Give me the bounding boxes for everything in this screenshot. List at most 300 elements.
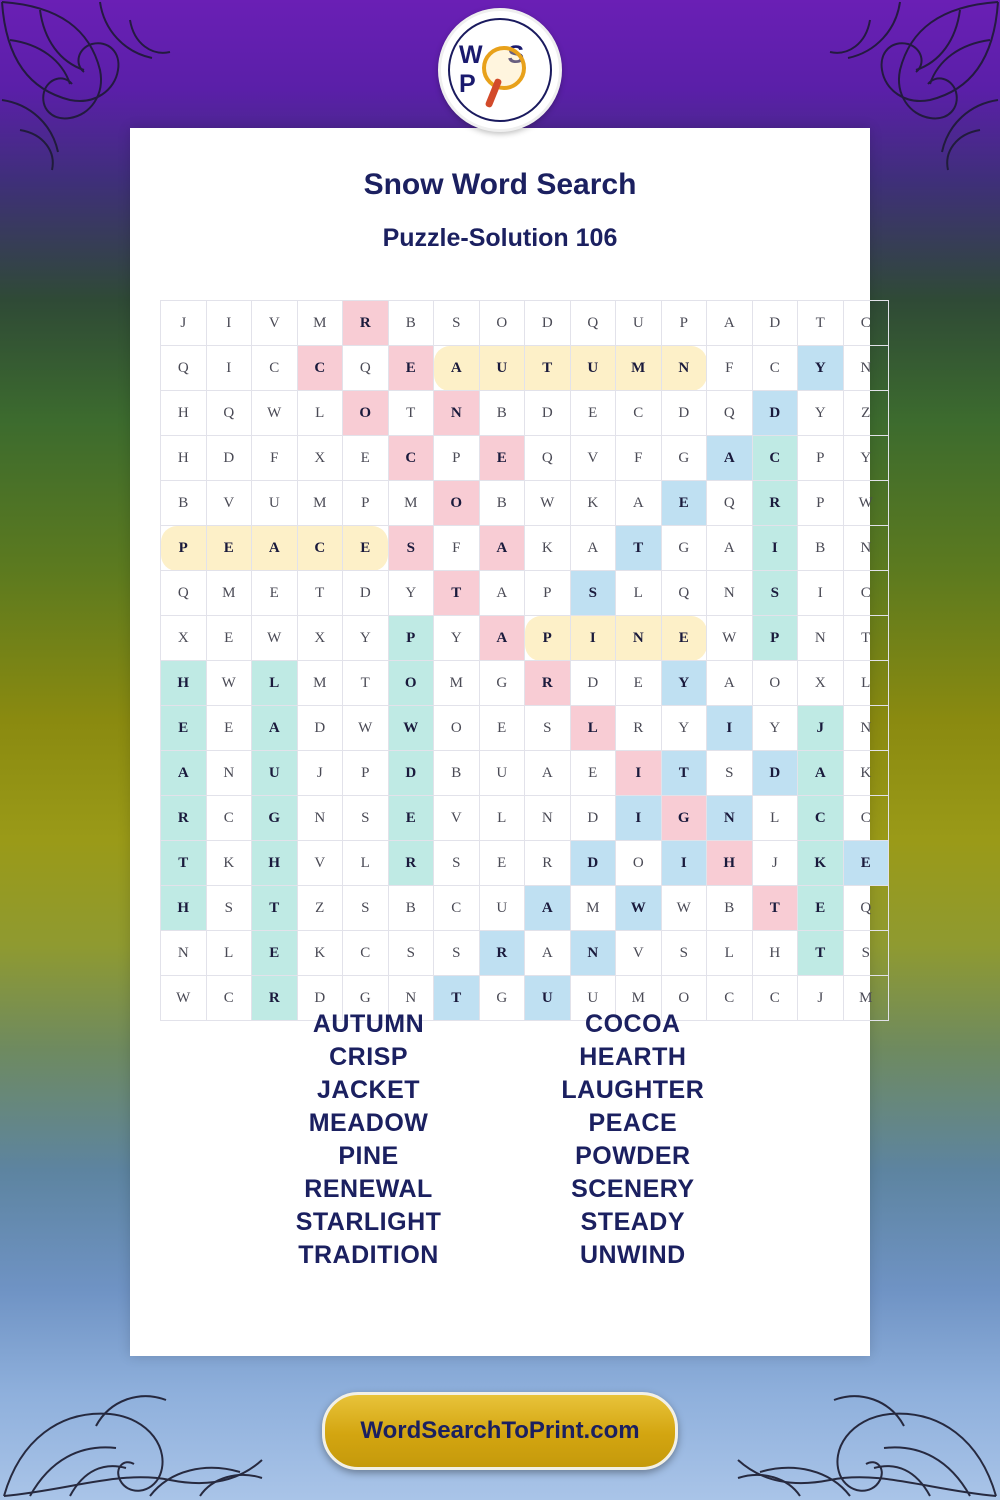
grid-cell: D bbox=[752, 391, 798, 436]
grid-cell: E bbox=[343, 526, 389, 571]
grid-cell: E bbox=[798, 886, 844, 931]
grid-cell: N bbox=[161, 931, 207, 976]
grid-cell: A bbox=[707, 526, 753, 571]
grid-cell: Q bbox=[525, 436, 571, 481]
grid-cell: Q bbox=[843, 886, 889, 931]
grid-cell: N bbox=[616, 616, 662, 661]
grid-cell: S bbox=[752, 571, 798, 616]
grid-cell: H bbox=[161, 391, 207, 436]
grid-cell: A bbox=[525, 931, 571, 976]
grid-cell: W bbox=[206, 661, 252, 706]
grid-cell: W bbox=[525, 481, 571, 526]
grid-cell: A bbox=[570, 526, 616, 571]
grid-cell: A bbox=[434, 346, 480, 391]
grid-cell: C bbox=[752, 976, 798, 1021]
grid-cell: W bbox=[161, 976, 207, 1021]
grid-cell: W bbox=[616, 886, 662, 931]
grid-cell: P bbox=[525, 571, 571, 616]
grid-cell: Y bbox=[661, 706, 707, 751]
grid-cell: S bbox=[843, 931, 889, 976]
grid-cell: A bbox=[707, 301, 753, 346]
grid-cell: G bbox=[661, 796, 707, 841]
grid-cell: R bbox=[252, 976, 298, 1021]
grid-cell: W bbox=[388, 706, 434, 751]
grid-cell: R bbox=[161, 796, 207, 841]
grid-cell: M bbox=[616, 976, 662, 1021]
grid-cell: R bbox=[525, 841, 571, 886]
grid-cell: Q bbox=[707, 391, 753, 436]
word-search-grid bbox=[160, 300, 873, 1021]
site-logo bbox=[438, 8, 562, 132]
grid-cell: S bbox=[206, 886, 252, 931]
grid-cell: L bbox=[206, 931, 252, 976]
grid-row bbox=[161, 751, 889, 796]
grid-cell: M bbox=[297, 301, 343, 346]
grid-cell: D bbox=[297, 976, 343, 1021]
grid-cell: A bbox=[479, 571, 525, 616]
grid-cell: H bbox=[161, 436, 207, 481]
grid-row bbox=[161, 436, 889, 481]
grid-cell: L bbox=[297, 391, 343, 436]
grid-cell: N bbox=[661, 346, 707, 391]
logo-letters: W S P bbox=[459, 41, 534, 98]
grid-cell: E bbox=[570, 391, 616, 436]
grid-cell: I bbox=[798, 571, 844, 616]
grid-cell: T bbox=[252, 886, 298, 931]
grid-cell: A bbox=[707, 661, 753, 706]
grid-cell: K bbox=[570, 481, 616, 526]
word-lists bbox=[130, 1008, 870, 1272]
grid-row bbox=[161, 526, 889, 571]
grid-cell: C bbox=[297, 346, 343, 391]
grid-cell: C bbox=[388, 436, 434, 481]
grid-cell: Q bbox=[343, 346, 389, 391]
grid-cell: D bbox=[206, 436, 252, 481]
grid-cell: N bbox=[570, 931, 616, 976]
website-button[interactable] bbox=[322, 1392, 678, 1470]
grid-cell: G bbox=[343, 976, 389, 1021]
grid-cell: L bbox=[479, 796, 525, 841]
grid-cell: V bbox=[206, 481, 252, 526]
grid-row bbox=[161, 796, 889, 841]
grid-cell: P bbox=[798, 481, 844, 526]
grid-cell: E bbox=[161, 706, 207, 751]
grid-cell: R bbox=[479, 931, 525, 976]
grid-cell: F bbox=[434, 526, 480, 571]
grid-cell: E bbox=[570, 751, 616, 796]
grid-cell: S bbox=[707, 751, 753, 796]
page-subtitle: Puzzle-Solution 106 bbox=[382, 224, 618, 252]
word-list-item: SCENERY bbox=[571, 1175, 695, 1203]
grid-cell: Y bbox=[434, 616, 480, 661]
grid-cell: L bbox=[570, 706, 616, 751]
grid-cell: B bbox=[707, 886, 753, 931]
grid-cell: B bbox=[434, 751, 480, 796]
grid-cell: S bbox=[525, 706, 571, 751]
grid-cell: U bbox=[570, 976, 616, 1021]
grid-cell: N bbox=[843, 526, 889, 571]
grid-cell: U bbox=[616, 301, 662, 346]
grid-row bbox=[161, 706, 889, 751]
grid-cell: M bbox=[388, 481, 434, 526]
grid-cell: C bbox=[297, 526, 343, 571]
grid-cell: S bbox=[570, 571, 616, 616]
grid-cell: A bbox=[616, 481, 662, 526]
grid-row bbox=[161, 391, 889, 436]
grid-cell: Q bbox=[161, 571, 207, 616]
grid-cell: S bbox=[343, 886, 389, 931]
grid-cell: Z bbox=[297, 886, 343, 931]
grid-cell: D bbox=[661, 391, 707, 436]
grid-cell: C bbox=[798, 796, 844, 841]
grid-cell: B bbox=[479, 391, 525, 436]
grid-cell: D bbox=[388, 751, 434, 796]
grid-cell: L bbox=[707, 931, 753, 976]
grid-cell: U bbox=[479, 886, 525, 931]
grid-cell: T bbox=[297, 571, 343, 616]
grid-cell: Q bbox=[661, 571, 707, 616]
grid-cell: M bbox=[206, 571, 252, 616]
grid-cell: W bbox=[661, 886, 707, 931]
grid-cell: C bbox=[252, 346, 298, 391]
word-list-item: STARLIGHT bbox=[295, 1208, 442, 1236]
grid-cell: A bbox=[479, 616, 525, 661]
grid-cell: N bbox=[388, 976, 434, 1021]
grid-cell: U bbox=[479, 751, 525, 796]
grid-cell: A bbox=[479, 526, 525, 571]
grid-cell: U bbox=[479, 346, 525, 391]
grid-cell: W bbox=[707, 616, 753, 661]
grid-cell: H bbox=[161, 886, 207, 931]
grid-table bbox=[160, 300, 889, 1021]
grid-cell: D bbox=[752, 751, 798, 796]
grid-cell: R bbox=[616, 706, 662, 751]
grid-cell: O bbox=[343, 391, 389, 436]
grid-row bbox=[161, 481, 889, 526]
grid-cell: E bbox=[252, 571, 298, 616]
grid-cell: K bbox=[843, 751, 889, 796]
grid-row bbox=[161, 931, 889, 976]
grid-cell: A bbox=[798, 751, 844, 796]
grid-cell: L bbox=[343, 841, 389, 886]
grid-cell: E bbox=[206, 616, 252, 661]
grid-cell: C bbox=[843, 571, 889, 616]
grid-cell: H bbox=[252, 841, 298, 886]
grid-cell: K bbox=[206, 841, 252, 886]
grid-cell: R bbox=[343, 301, 389, 346]
grid-cell: T bbox=[388, 391, 434, 436]
grid-cell: Q bbox=[707, 481, 753, 526]
word-list-item: COCOA bbox=[585, 1010, 681, 1038]
grid-cell: Z bbox=[843, 391, 889, 436]
grid-cell: L bbox=[843, 661, 889, 706]
grid-cell: V bbox=[616, 931, 662, 976]
grid-cell: N bbox=[297, 796, 343, 841]
grid-cell: P bbox=[525, 616, 571, 661]
grid-cell: P bbox=[752, 616, 798, 661]
grid-cell: W bbox=[252, 616, 298, 661]
grid-cell: M bbox=[297, 661, 343, 706]
grid-cell: O bbox=[388, 661, 434, 706]
word-list-item: CRISP bbox=[329, 1043, 408, 1071]
grid-cell: M bbox=[434, 661, 480, 706]
grid-cell: C bbox=[616, 391, 662, 436]
word-list-item: MEADOW bbox=[308, 1109, 429, 1137]
grid-cell: I bbox=[616, 751, 662, 796]
grid-cell: M bbox=[843, 976, 889, 1021]
grid-cell: J bbox=[161, 301, 207, 346]
grid-cell: H bbox=[752, 931, 798, 976]
grid-row bbox=[161, 571, 889, 616]
grid-cell: V bbox=[434, 796, 480, 841]
grid-cell: N bbox=[707, 571, 753, 616]
grid-cell: G bbox=[661, 436, 707, 481]
grid-cell: C bbox=[752, 346, 798, 391]
grid-cell: E bbox=[388, 796, 434, 841]
grid-cell: K bbox=[525, 526, 571, 571]
grid-cell: T bbox=[343, 661, 389, 706]
grid-row bbox=[161, 346, 889, 391]
grid-cell: C bbox=[206, 976, 252, 1021]
grid-cell: U bbox=[252, 751, 298, 796]
grid-cell: N bbox=[525, 796, 571, 841]
website-label: WordSearchToPrint.com bbox=[360, 1417, 640, 1444]
page-title: Snow Word Search bbox=[363, 168, 637, 201]
grid-cell: N bbox=[434, 391, 480, 436]
word-list-column-1 bbox=[296, 1008, 442, 1272]
grid-cell: C bbox=[434, 886, 480, 931]
grid-cell: F bbox=[707, 346, 753, 391]
grid-cell: C bbox=[843, 796, 889, 841]
grid-cell: E bbox=[206, 526, 252, 571]
grid-cell: E bbox=[343, 436, 389, 481]
grid-cell: R bbox=[525, 661, 571, 706]
grid-cell: L bbox=[252, 661, 298, 706]
grid-cell: O bbox=[661, 976, 707, 1021]
grid-cell: B bbox=[479, 481, 525, 526]
grid-cell: X bbox=[297, 436, 343, 481]
word-list-item: PEACE bbox=[588, 1109, 678, 1137]
grid-cell: Y bbox=[661, 661, 707, 706]
grid-cell: P bbox=[434, 436, 480, 481]
word-list-item: HEARTH bbox=[579, 1043, 687, 1071]
grid-cell: N bbox=[707, 796, 753, 841]
grid-cell: V bbox=[297, 841, 343, 886]
grid-cell: I bbox=[570, 616, 616, 661]
grid-cell: S bbox=[343, 796, 389, 841]
grid-cell: B bbox=[161, 481, 207, 526]
grid-row bbox=[161, 616, 889, 661]
grid-cell: U bbox=[570, 346, 616, 391]
grid-cell: D bbox=[525, 301, 571, 346]
grid-row bbox=[161, 301, 889, 346]
grid-cell: T bbox=[661, 751, 707, 796]
grid-cell: P bbox=[798, 436, 844, 481]
grid-cell: R bbox=[388, 841, 434, 886]
word-list-item: RENEWAL bbox=[304, 1175, 433, 1203]
grid-cell: T bbox=[616, 526, 662, 571]
grid-cell: S bbox=[661, 931, 707, 976]
grid-row bbox=[161, 841, 889, 886]
word-list-item: TRADITION bbox=[298, 1241, 439, 1269]
grid-cell: Y bbox=[798, 346, 844, 391]
grid-cell: G bbox=[252, 796, 298, 841]
grid-cell: T bbox=[161, 841, 207, 886]
word-list-item: AUTUMN bbox=[312, 1010, 425, 1038]
word-list-item: STEADY bbox=[580, 1208, 686, 1236]
grid-cell: O bbox=[752, 661, 798, 706]
grid-cell: P bbox=[343, 481, 389, 526]
grid-cell: T bbox=[752, 886, 798, 931]
grid-cell: P bbox=[343, 751, 389, 796]
grid-cell: I bbox=[707, 706, 753, 751]
word-list-item: POWDER bbox=[575, 1142, 691, 1170]
grid-cell: E bbox=[479, 841, 525, 886]
grid-cell: P bbox=[388, 616, 434, 661]
grid-cell: H bbox=[707, 841, 753, 886]
grid-cell: C bbox=[343, 931, 389, 976]
word-list-item: JACKET bbox=[317, 1076, 421, 1104]
grid-cell: S bbox=[434, 841, 480, 886]
grid-cell: X bbox=[798, 661, 844, 706]
grid-cell: C bbox=[206, 796, 252, 841]
grid-cell: O bbox=[434, 706, 480, 751]
grid-cell: P bbox=[661, 301, 707, 346]
grid-cell: U bbox=[252, 481, 298, 526]
grid-cell: E bbox=[843, 841, 889, 886]
grid-cell: S bbox=[388, 931, 434, 976]
grid-cell: W bbox=[843, 481, 889, 526]
grid-cell: S bbox=[434, 301, 480, 346]
grid-cell: N bbox=[798, 616, 844, 661]
grid-cell: Y bbox=[798, 391, 844, 436]
grid-cell: J bbox=[798, 976, 844, 1021]
grid-cell: E bbox=[252, 931, 298, 976]
grid-cell: E bbox=[479, 706, 525, 751]
grid-cell: T bbox=[843, 616, 889, 661]
grid-cell: T bbox=[525, 346, 571, 391]
grid-cell: K bbox=[297, 931, 343, 976]
grid-cell: F bbox=[252, 436, 298, 481]
grid-cell: W bbox=[252, 391, 298, 436]
grid-cell: I bbox=[661, 841, 707, 886]
grid-cell: D bbox=[570, 796, 616, 841]
grid-cell: I bbox=[206, 301, 252, 346]
grid-cell: C bbox=[707, 976, 753, 1021]
grid-cell: E bbox=[661, 481, 707, 526]
magnifier-icon bbox=[482, 46, 526, 90]
grid-cell: X bbox=[161, 616, 207, 661]
grid-cell: J bbox=[798, 706, 844, 751]
grid-cell: E bbox=[206, 706, 252, 751]
grid-cell: H bbox=[161, 661, 207, 706]
grid-cell: A bbox=[252, 706, 298, 751]
grid-cell: Y bbox=[843, 436, 889, 481]
grid-cell: D bbox=[525, 391, 571, 436]
grid-cell: N bbox=[843, 706, 889, 751]
grid-cell: I bbox=[752, 526, 798, 571]
grid-cell: B bbox=[388, 301, 434, 346]
grid-cell: T bbox=[798, 301, 844, 346]
grid-cell: L bbox=[616, 571, 662, 616]
grid-cell: G bbox=[661, 526, 707, 571]
grid-cell: V bbox=[252, 301, 298, 346]
grid-cell: I bbox=[206, 346, 252, 391]
grid-cell: G bbox=[479, 661, 525, 706]
word-list-item: PINE bbox=[338, 1142, 399, 1170]
grid-cell: C bbox=[843, 301, 889, 346]
logo-circle bbox=[448, 18, 552, 122]
grid-cell: A bbox=[161, 751, 207, 796]
grid-cell: O bbox=[479, 301, 525, 346]
grid-cell: Y bbox=[343, 616, 389, 661]
grid-cell: J bbox=[297, 751, 343, 796]
grid-cell: P bbox=[161, 526, 207, 571]
grid-cell: A bbox=[707, 436, 753, 481]
grid-cell: V bbox=[570, 436, 616, 481]
grid-cell: Q bbox=[206, 391, 252, 436]
grid-cell: B bbox=[388, 886, 434, 931]
grid-cell: A bbox=[525, 886, 571, 931]
grid-cell: S bbox=[434, 931, 480, 976]
grid-cell: D bbox=[343, 571, 389, 616]
grid-cell: A bbox=[252, 526, 298, 571]
grid-cell: E bbox=[616, 661, 662, 706]
grid-cell: E bbox=[388, 346, 434, 391]
grid-cell: D bbox=[570, 841, 616, 886]
grid-cell: N bbox=[843, 346, 889, 391]
grid-cell: Y bbox=[388, 571, 434, 616]
grid-cell: Q bbox=[161, 346, 207, 391]
word-list-item: UNWIND bbox=[579, 1241, 686, 1269]
grid-row bbox=[161, 886, 889, 931]
grid-cell: W bbox=[343, 706, 389, 751]
grid-cell: L bbox=[752, 796, 798, 841]
grid-cell: B bbox=[798, 526, 844, 571]
grid-cell: M bbox=[570, 886, 616, 931]
grid-cell: U bbox=[525, 976, 571, 1021]
grid-cell: J bbox=[752, 841, 798, 886]
grid-cell: F bbox=[616, 436, 662, 481]
grid-cell: A bbox=[525, 751, 571, 796]
grid-cell: G bbox=[479, 976, 525, 1021]
grid-row bbox=[161, 661, 889, 706]
grid-cell: E bbox=[661, 616, 707, 661]
grid-cell: K bbox=[798, 841, 844, 886]
grid-cell: T bbox=[434, 976, 480, 1021]
grid-cell: M bbox=[297, 481, 343, 526]
grid-cell: X bbox=[297, 616, 343, 661]
grid-cell: M bbox=[616, 346, 662, 391]
puzzle-page bbox=[130, 128, 873, 1356]
grid-cell: R bbox=[752, 481, 798, 526]
grid-cell: T bbox=[434, 571, 480, 616]
grid-cell: Q bbox=[570, 301, 616, 346]
grid-cell: D bbox=[570, 661, 616, 706]
grid-cell: D bbox=[752, 301, 798, 346]
grid-cell: T bbox=[798, 931, 844, 976]
grid-cell: O bbox=[616, 841, 662, 886]
grid-cell: Y bbox=[752, 706, 798, 751]
grid-cell: O bbox=[434, 481, 480, 526]
grid-cell: I bbox=[616, 796, 662, 841]
grid-cell: S bbox=[388, 526, 434, 571]
grid-cell: D bbox=[297, 706, 343, 751]
grid-cell: N bbox=[206, 751, 252, 796]
grid-cell: E bbox=[479, 436, 525, 481]
word-list-item: LAUGHTER bbox=[561, 1076, 705, 1104]
grid-cell: C bbox=[752, 436, 798, 481]
